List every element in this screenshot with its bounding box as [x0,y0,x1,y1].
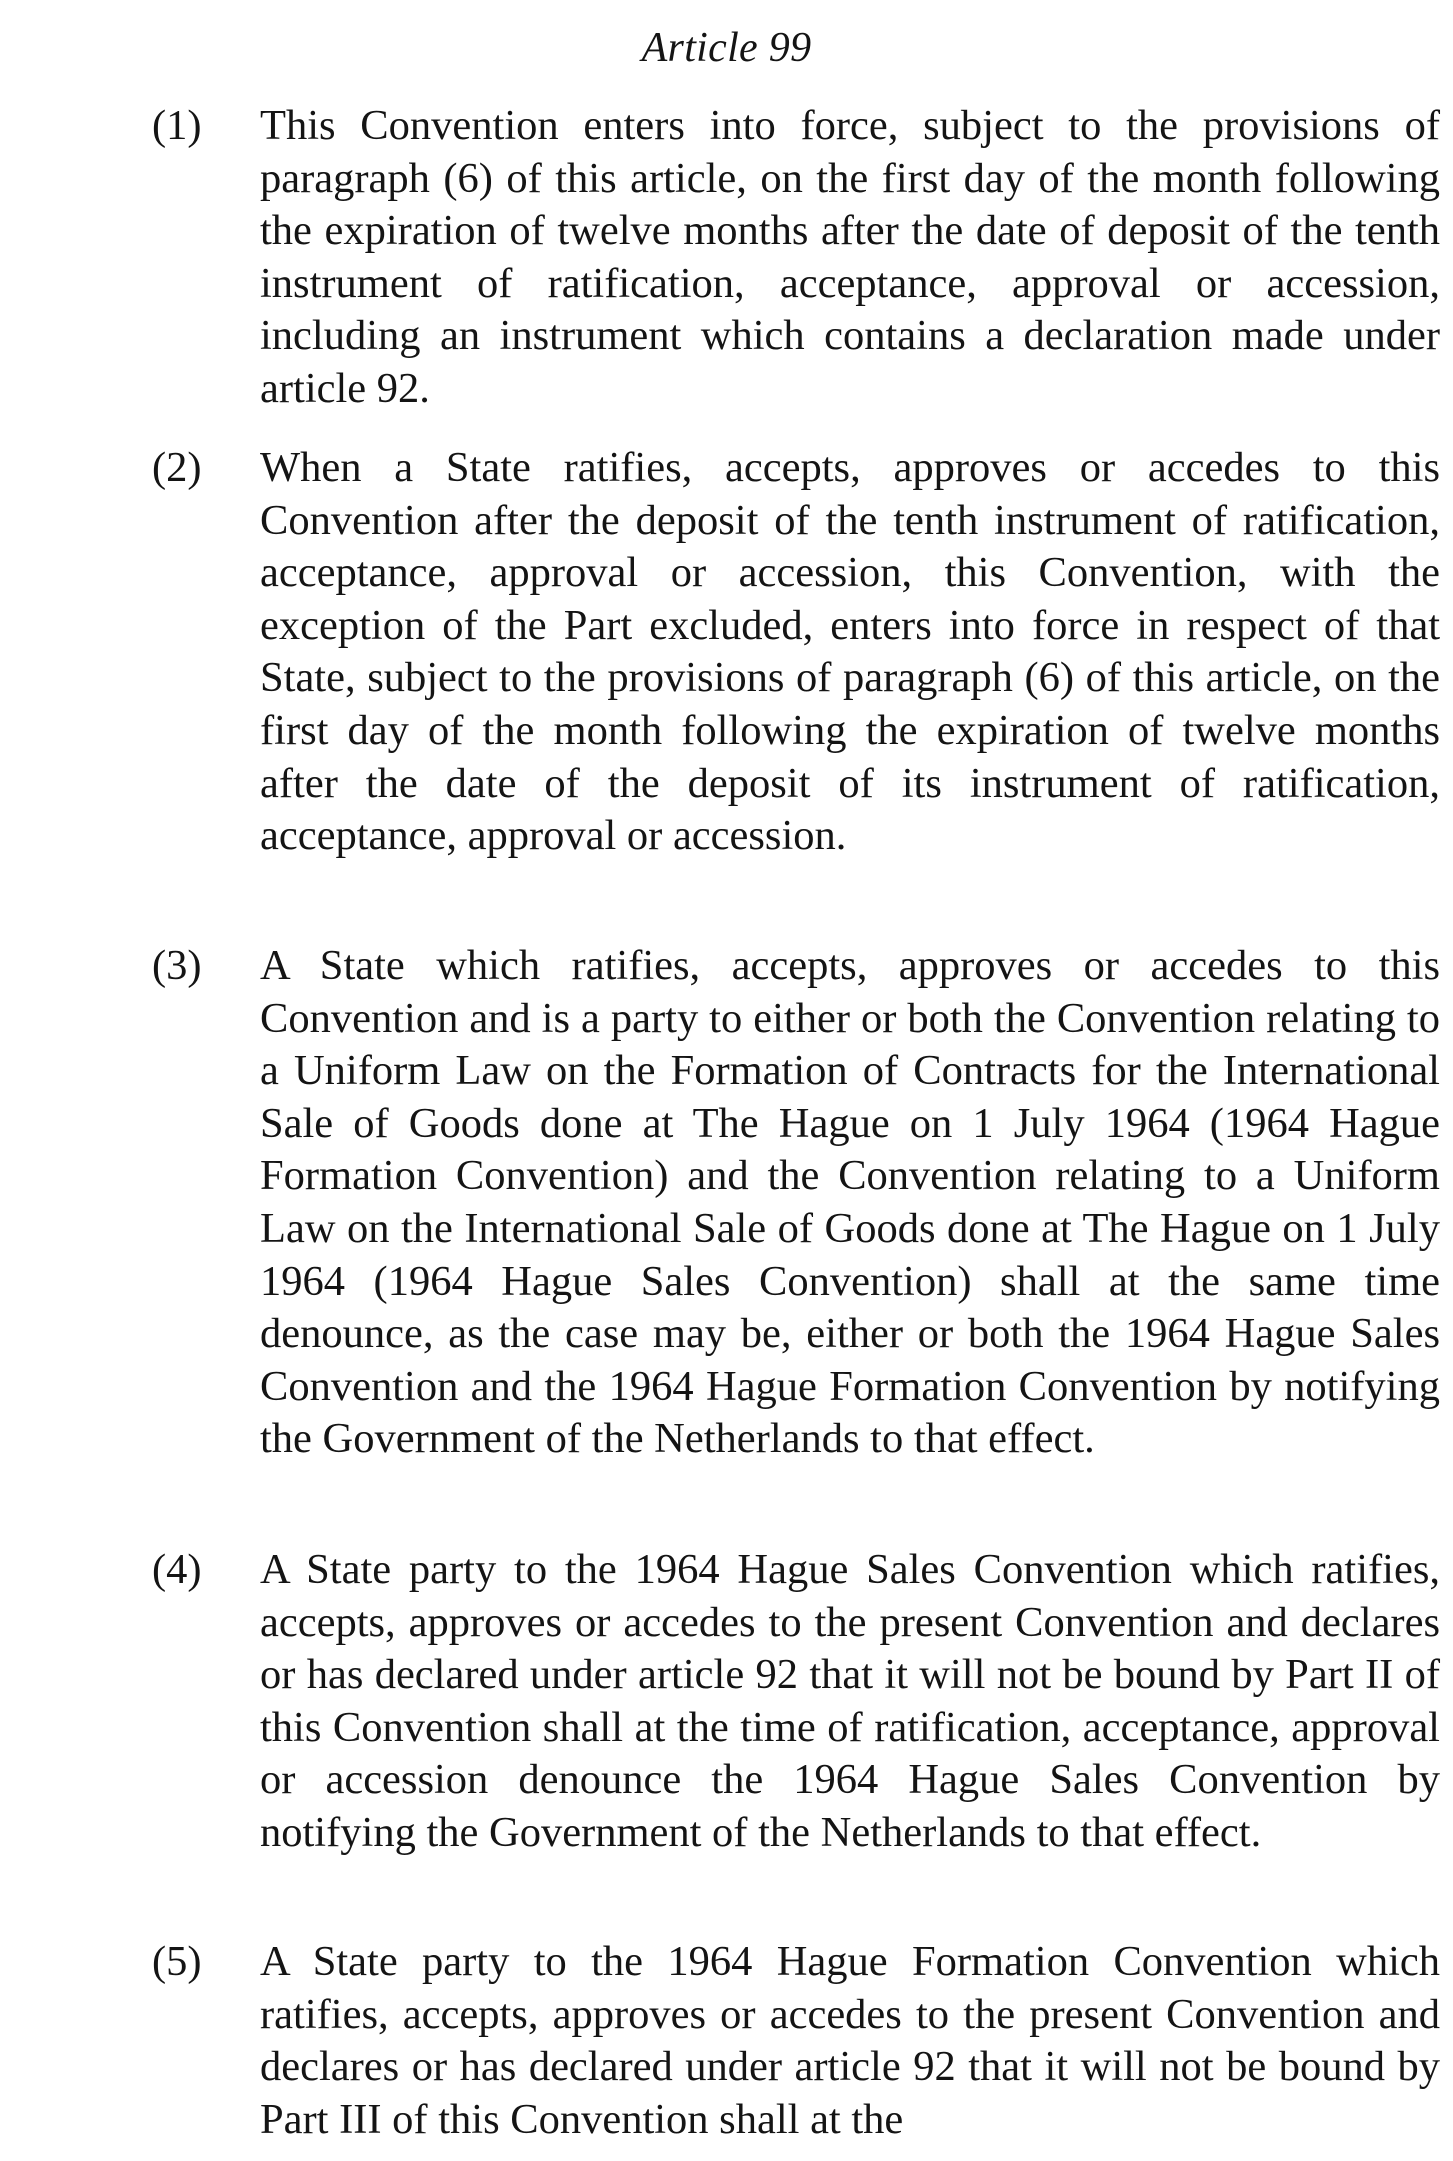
paragraph-number: (5) [152,1938,202,1985]
paragraph-number: (3) [152,942,202,989]
paragraph-text: A State party to the 1964 Hague Sales Convention which ratifies, accepts, approves or accedes to the present Convention and declares or has declared under article 92 that it will not be bound by Part II of this Convention shall at the time of ratification, acceptance, approval or accession denounce the 1964 Hague Sales Convention by notifying the Government of the Netherlands to that effect. [260,1546,1440,1856]
paragraph-text: This Convention enters into force, subject to the provisions of paragraph (6) of this article, on the first day of the month following the expiration of twelve months after the date of deposit of the tenth instrument of ratification, acceptance, approval or accession, including an instrument which contains a declaration made under article 92. [260,102,1440,412]
article-title: Article 99 [641,25,812,71]
paragraph-number: (2) [152,444,202,491]
paragraph-text: When a State ratifies, accepts, approves or accedes to this Convention after the deposit of the tenth instrument of ratification, acceptance, approval or accession, this Convention, with the exception of the Part excluded, enters into force in respect of that State, subject to the provisions of paragraph (6) of this article, on the first day of the month following the expiration of twelve months after the date of the deposit of its instrument of ratification, acceptance, approval or accession. [260,444,1440,860]
paragraph-number: (4) [152,1546,202,1593]
paragraph-number: (1) [152,102,202,149]
paragraph-text: A State which ratifies, accepts, approves or accedes to this Convention and is a party to either or both the Convention relating to a Uniform Law on the Formation of Contracts for the International Sale of Goods done at The Hague on 1 July 1964 (1964 Hague Formation Convention) and the Convention relating to a Uniform Law on the International Sale of Goods done at The Hague on 1 July 1964 (1964 Hague Sales Convention) shall at the same time denounce, as the case may be, either or both the 1964 Hague Sales Convention and the 1964 Hague Formation Convention by notifying the Government of the Netherlands to that effect. [260,942,1440,1463]
paragraph-text: A State party to the 1964 Hague Formation Convention which ratifies, accepts, approves or accedes to the present Convention and declares or has declared under article 92 that it will not be bound by Part III of this Convention shall at the [260,1938,1440,2143]
